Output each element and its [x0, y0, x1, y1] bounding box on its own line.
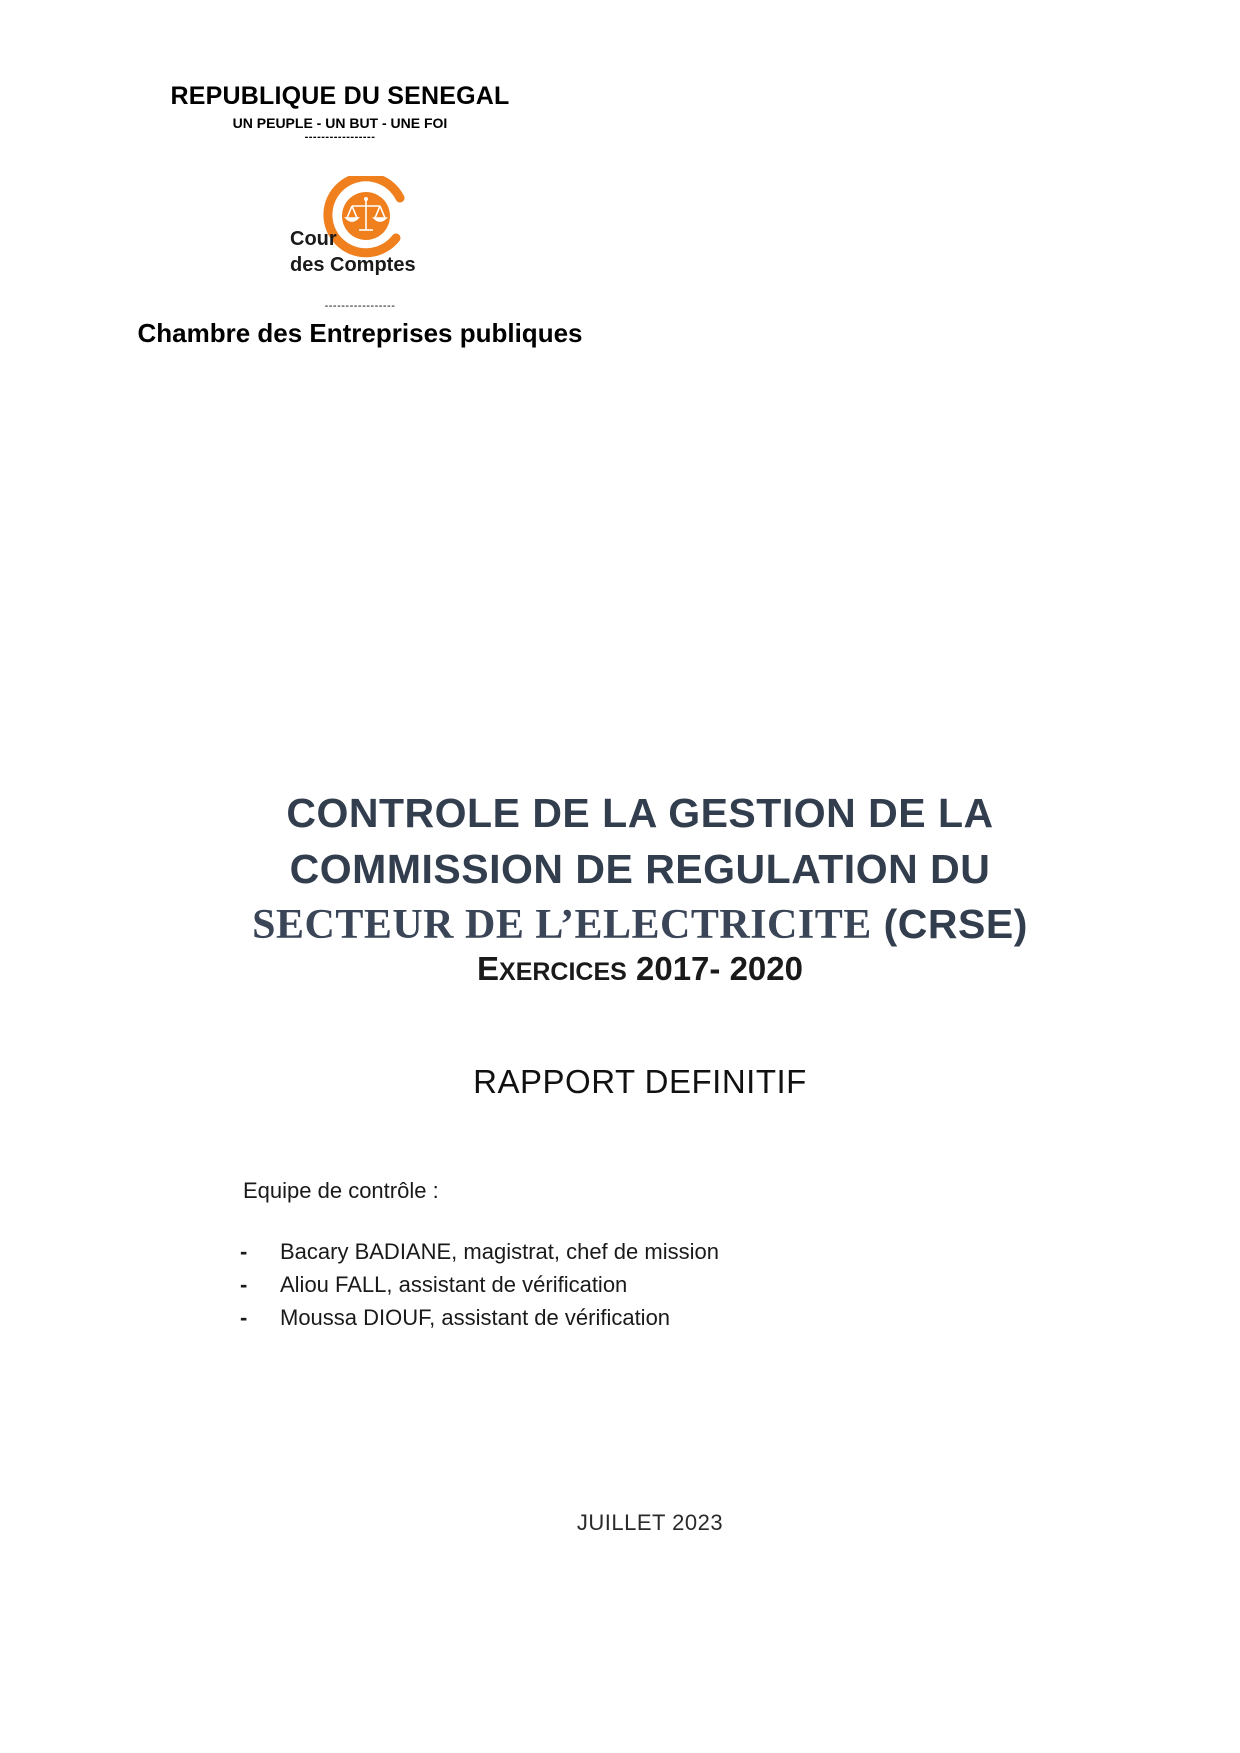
fiscal-years-initial: E [477, 950, 500, 987]
fiscal-years [200, 950, 1080, 988]
title-line-1: CONTROLE DE LA GESTION DE LA [286, 790, 994, 836]
fiscal-years-label: XERCICES [499, 958, 627, 986]
title-line-3-rest: (CRSE) [871, 901, 1028, 947]
title-line-2: COMMISSION DE REGULATION DU [289, 846, 991, 892]
report-type: RAPPORT DEFINITIF [473, 1063, 807, 1100]
logo-text-line1: Cour [290, 228, 337, 250]
team-member: Aliou FALL, assistant de vérification [280, 1272, 628, 1297]
team-label: Equipe de contrôle : [243, 1178, 439, 1203]
chamber-name: Chambre des Entreprises publiques [137, 318, 583, 348]
bullet-dash: - [240, 1239, 248, 1264]
bullet-dash: - [240, 1272, 248, 1297]
team-member: Bacary BADIANE, magistrat, chef de mission [280, 1239, 719, 1264]
report-date: JUILLET 2023 [576, 1510, 724, 1535]
logo-text-line2: des Comptes [290, 254, 416, 276]
title-line-3-serif: SECTEUR DE L’ELECTRICITE [252, 902, 872, 948]
fiscal-years-range: 2017- 2020 [626, 950, 803, 987]
header-separator-2: ----------------- [324, 300, 396, 312]
bullet-dash: - [240, 1305, 248, 1330]
scales-of-justice-icon [288, 176, 438, 281]
republic-heading: REPUBLIQUE DU SENEGAL [170, 82, 510, 110]
title-line-3 [200, 901, 1080, 949]
cour-des-comptes-logo [288, 176, 438, 281]
team-member: Moussa DIOUF, assistant de vérification [280, 1305, 671, 1330]
header-separator: ----------------- [304, 131, 376, 143]
national-motto: UN PEUPLE - UN BUT - UNE FOI [232, 115, 448, 131]
